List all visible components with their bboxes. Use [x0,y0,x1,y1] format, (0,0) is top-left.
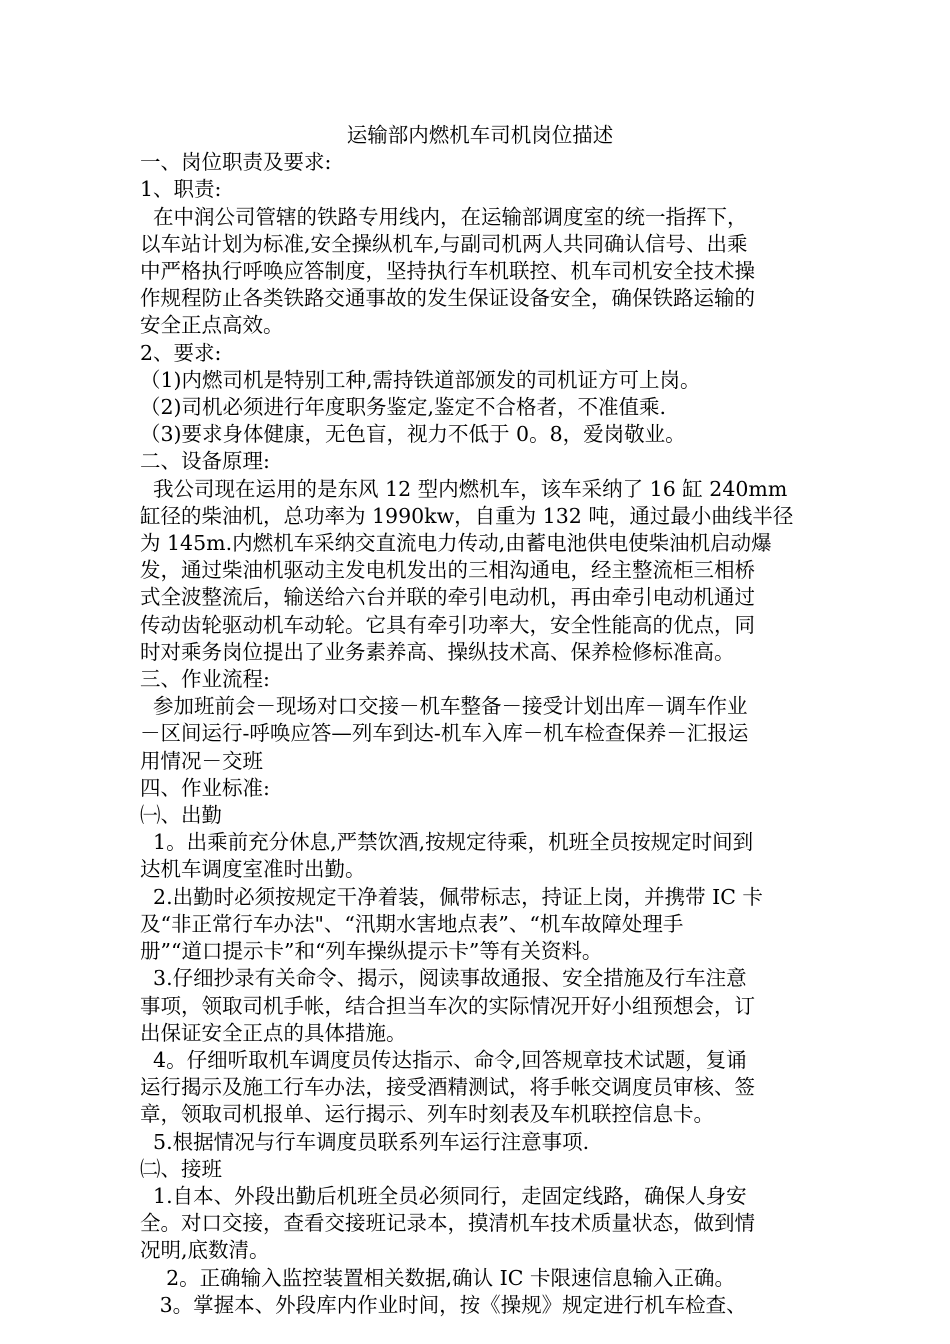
text-line: 3.仔细抄录有关命令、揭示，阅读事故通报、安全措施及行车注意 [140,966,747,991]
text-line: 在中润公司管辖的铁路专用线内，在运输部调度室的统一指挥下， [140,204,748,229]
text-line: （1)内燃司机是特别工种,需持铁道部颁发的司机证方可上岗。 [140,367,701,392]
text-line: 参加班前会－现场对口交接－机车整备－接受计划出库－调车作业 [140,694,748,719]
text-line: 3。掌握本、外段库内作业时间，按《操规》规定进行机车检查、 [140,1292,747,1317]
text-line: 1、职责: [140,177,222,202]
text-line: 章，领取司机报单、运行揭示、列车时刻表及车机联控信息卡。 [140,1102,714,1127]
text-line: 作规程防止各类铁路交通事故的发生保证设备安全，确保铁路运输的 [140,286,755,311]
text-line: 1。出乘前充分休息,严禁饮酒,按规定待乘，机班全员按规定时间到 [140,830,754,855]
text-line: 发，通过柴油机驱动主发电机发出的三相沟通电，经主整流柜三相桥 [140,558,755,583]
text-line: 一、岗位职责及要求: [140,150,332,175]
text-line: 时对乘务岗位提出了业务素养高、操纵技术高、保养检修标准高。 [140,639,735,664]
text-line: 达机车调度室准时出勤。 [140,857,366,882]
text-line: 中严格执行呼唤应答制度，坚持执行车机联控、机车司机安全技术操 [140,259,755,284]
text-line: 册”“道口提示卡”和“列车操纵提示卡”等有关资料。 [140,939,603,964]
text-line: 运行揭示及施工行车办法，接受酒精测试，将手帐交调度员审核、签 [140,1075,755,1100]
text-line: －区间运行-呼唤应答—列车到达-机车入库－机车检查保养－汇报运 [140,721,749,746]
text-line: 二、设备原理: [140,449,270,474]
text-line: 三、作业流程: [140,667,270,692]
text-line: 4。仔细听取机车调度员传达指示、命令,回答规章技术试题，复诵 [140,1047,747,1072]
text-line: 出保证安全正点的具体措施。 [140,1020,407,1045]
text-line: 况明,底数清。 [140,1238,270,1263]
text-line: 2、要求: [140,340,222,365]
text-line: 及“非正常行车办法"、“汛期水害地点表”、“机车故障处理手 [140,911,684,936]
text-line: 四、作业标准: [140,775,270,800]
text-line: （2)司机必须进行年度职务鉴定,鉴定不合格者，不准值乘. [140,395,667,420]
text-line: ㈠、出勤 [140,803,222,828]
document-title: 运输部内燃机车司机岗位描述 [346,123,614,147]
text-line: 我公司现在运用的是东风 12 型内燃机车，该车采纳了 16 缸 240mm [140,476,788,501]
text-line: 1.自本、外段出勤后机班全员必须同行，走固定线路，确保人身安 [140,1183,747,1208]
text-line: 全。对口交接，查看交接班记录本，摸清机车技术质量状态，做到情 [140,1211,755,1236]
text-line: 用情况－交班 [140,748,263,773]
text-line: （3)要求身体健康，无色盲，视力不低于 0。8，爱岗敬业。 [140,422,686,447]
text-line: 传动齿轮驱动机车动轮。它具有牵引功率大，安全性能高的优点，同 [140,612,755,637]
text-line: 以车站计划为标准,安全操纵机车,与副司机两人共同确认信号、出乘 [140,231,748,256]
text-line: 缸径的柴油机，总功率为 1990kw，自重为 132 吨，通过最小曲线半径 [140,503,794,528]
document-page [140,122,820,1319]
text-line: 事项，领取司机手帐，结合担当车次的实际情况开好小组预想会，订 [140,993,755,1018]
text-line: 为 145m.内燃机车采纳交直流电力传动,由蓄电池供电使柴油机启动爆 [140,531,772,556]
document-body [140,149,820,1319]
text-line: 2.出勤时必须按规定干净着装，佩带标志，持证上岗，并携带 IC 卡 [140,884,763,909]
text-line: 安全正点高效。 [140,313,284,338]
text-line: 2。正确输入监控装置相关数据,确认 IC 卡限速信息输入正确。 [140,1265,735,1290]
text-line: ㈡、接班 [140,1156,222,1181]
text-line: 5.根据情况与行车调度员联系列车运行注意事项. [140,1129,590,1154]
text-line: 式全波整流后，输送给六台并联的牵引电动机，再由牵引电动机通过 [140,585,755,610]
